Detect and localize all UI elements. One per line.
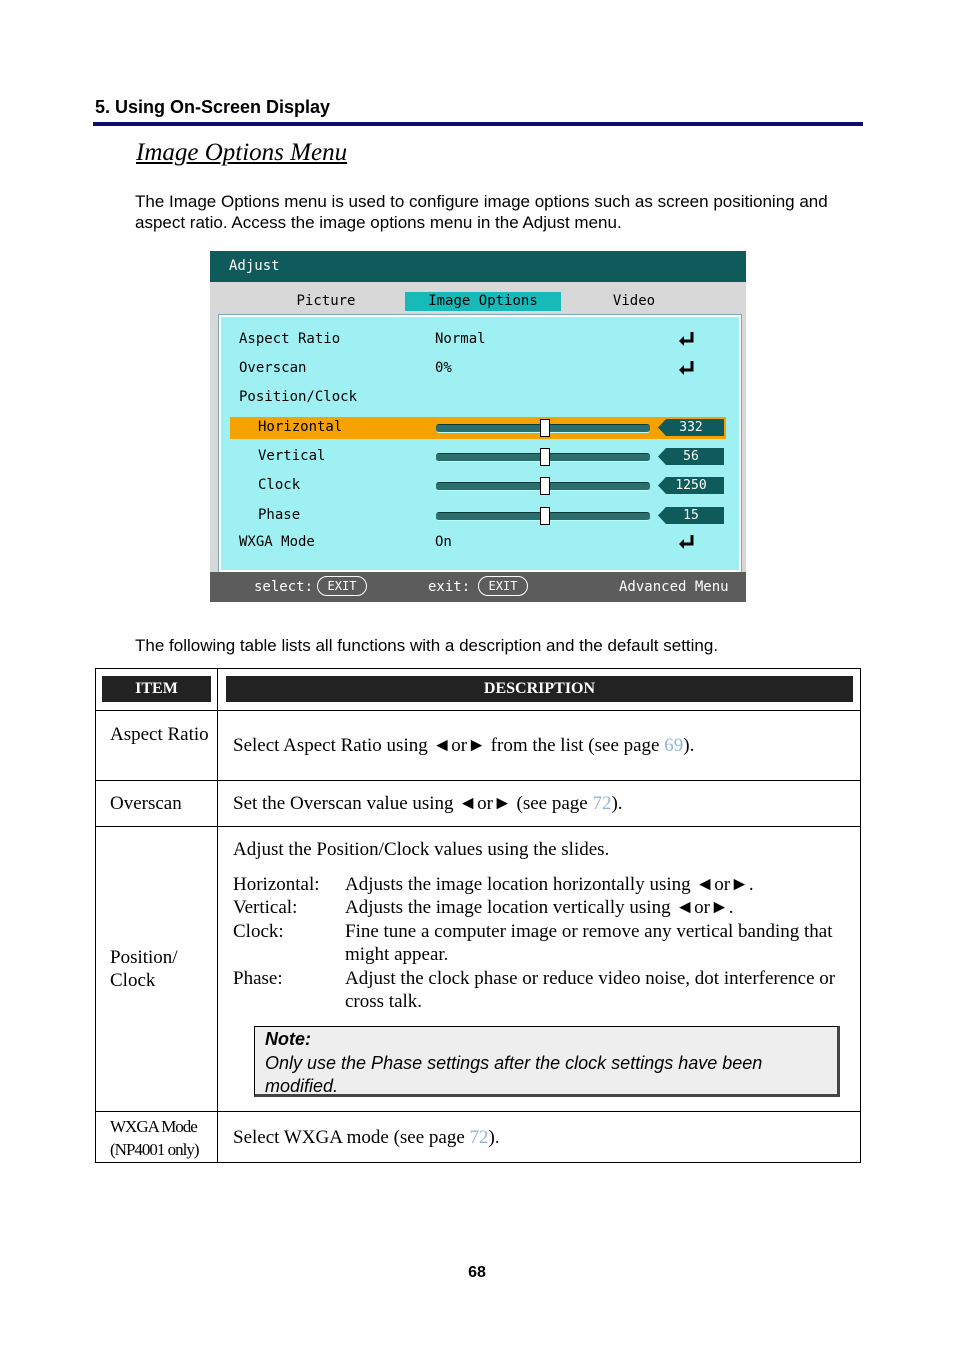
def-vertical: Adjusts the image location vertically using ◄or►. xyxy=(345,897,734,918)
enter-icon xyxy=(677,359,697,377)
exit-key[interactable]: EXIT xyxy=(478,576,528,596)
osd-row-label: Clock xyxy=(258,477,301,493)
page-title: Image Options Menu xyxy=(136,139,348,166)
osd-row-label: Vertical xyxy=(258,448,326,464)
osd-row-value: On xyxy=(435,534,452,550)
page-number: 68 xyxy=(468,1264,486,1281)
page-link[interactable]: 72 xyxy=(592,793,612,814)
def-horizontal: Adjusts the image location horizontally using ◄or►. xyxy=(345,874,754,895)
note-box xyxy=(254,1026,840,1097)
item-wxga-mode: WXGA Mode xyxy=(110,1117,197,1136)
osd-row-label: Phase xyxy=(258,507,301,523)
osd-row-overscan[interactable] xyxy=(221,358,739,380)
desc-wxga-mode: Select WXGA mode (see page 72). xyxy=(233,1127,500,1148)
osd-row-horizontal[interactable] xyxy=(230,417,726,439)
enter-icon xyxy=(677,330,697,348)
osd-title: Adjust xyxy=(229,258,280,274)
osd-row-label: Position/Clock xyxy=(239,389,358,405)
osd-row-aspect-ratio[interactable] xyxy=(221,329,739,351)
term-clock: Clock: xyxy=(233,921,284,942)
select-label: select: xyxy=(254,579,314,595)
def-clock: Fine tune a computer image or remove any vertical banding that might appear. xyxy=(345,921,833,965)
osd-row-label: Aspect Ratio xyxy=(239,331,341,347)
table-intro: The following table lists all functions with a description and the default setting. xyxy=(135,636,719,655)
clock-value: 1250 xyxy=(675,478,707,493)
horizontal-value: 332 xyxy=(679,420,703,435)
item-position-clock: Position/ Clock xyxy=(110,947,178,991)
vertical-value: 56 xyxy=(683,449,699,464)
osd-row-value: 0% xyxy=(435,360,452,376)
osd-row-label: Horizontal xyxy=(258,419,343,435)
intro-paragraph: The Image Options menu is used to configure image options such as screen positioning and aspect ratio. Access the image options menu in the Adjust menu. xyxy=(135,192,828,232)
select-exit-key[interactable]: EXIT xyxy=(317,576,367,596)
enter-icon xyxy=(677,533,697,551)
item-wxga-mode-note: (NP4001 only) xyxy=(110,1140,199,1159)
osd-row-wxga-mode[interactable] xyxy=(221,532,739,554)
osd-row-label: Overscan xyxy=(239,360,307,376)
term-phase: Phase: xyxy=(233,968,283,989)
horizontal-slider[interactable] xyxy=(436,424,650,433)
term-horizontal: Horizontal: xyxy=(233,874,320,895)
desc-aspect-ratio: Select Aspect Ratio using ◄or► from the list (see page 69). xyxy=(233,735,695,756)
phase-value: 15 xyxy=(683,508,699,523)
desc-overscan: Set the Overscan value using ◄or► (see page 72). xyxy=(233,793,623,814)
osd-title-bar xyxy=(210,251,746,282)
section-rule xyxy=(93,122,863,126)
clock-slider[interactable] xyxy=(436,482,650,491)
term-vertical: Vertical: xyxy=(233,897,298,918)
exit-label: exit: xyxy=(428,579,471,595)
header-description: DESCRIPTION xyxy=(226,676,853,702)
tab-image-options[interactable]: Image Options xyxy=(405,292,561,311)
osd-row-vertical[interactable] xyxy=(221,446,739,468)
tab-picture[interactable]: Picture xyxy=(296,293,356,309)
desc-position-lead: Adjust the Position/Clock values using the slides. xyxy=(233,839,610,860)
tab-video[interactable]: Video xyxy=(612,293,656,309)
header-item: ITEM xyxy=(102,676,211,702)
vertical-slider[interactable] xyxy=(436,453,650,462)
osd-menu xyxy=(210,251,746,602)
osd-row-position-clock xyxy=(221,387,739,409)
osd-row-clock[interactable] xyxy=(221,475,739,497)
item-aspect-ratio: Aspect Ratio xyxy=(110,724,209,745)
osd-footer xyxy=(210,572,746,602)
slider-thumb[interactable] xyxy=(540,507,550,525)
def-phase: Adjust the clock phase or reduce video noise, dot interference or cross talk. xyxy=(345,968,836,1012)
item-overscan: Overscan xyxy=(110,793,182,814)
osd-row-label: WXGA Mode xyxy=(239,534,315,550)
section-heading: 5. Using On-Screen Display xyxy=(95,97,331,117)
advanced-menu-link[interactable]: Advanced Menu xyxy=(619,579,729,595)
note-text: Only use the Phase settings after the clock settings have been modified. xyxy=(265,1053,763,1096)
osd-panel xyxy=(219,315,741,572)
page-link[interactable]: 72 xyxy=(469,1127,489,1148)
osd-row-phase[interactable] xyxy=(221,505,739,527)
note-title: Note: xyxy=(265,1029,311,1049)
slider-thumb[interactable] xyxy=(540,477,550,495)
slider-thumb[interactable] xyxy=(540,448,550,466)
page-link[interactable]: 69 xyxy=(664,735,684,756)
function-table xyxy=(95,668,861,1163)
slider-thumb[interactable] xyxy=(540,419,550,437)
phase-slider[interactable] xyxy=(436,512,650,521)
osd-row-value: Normal xyxy=(435,331,486,347)
